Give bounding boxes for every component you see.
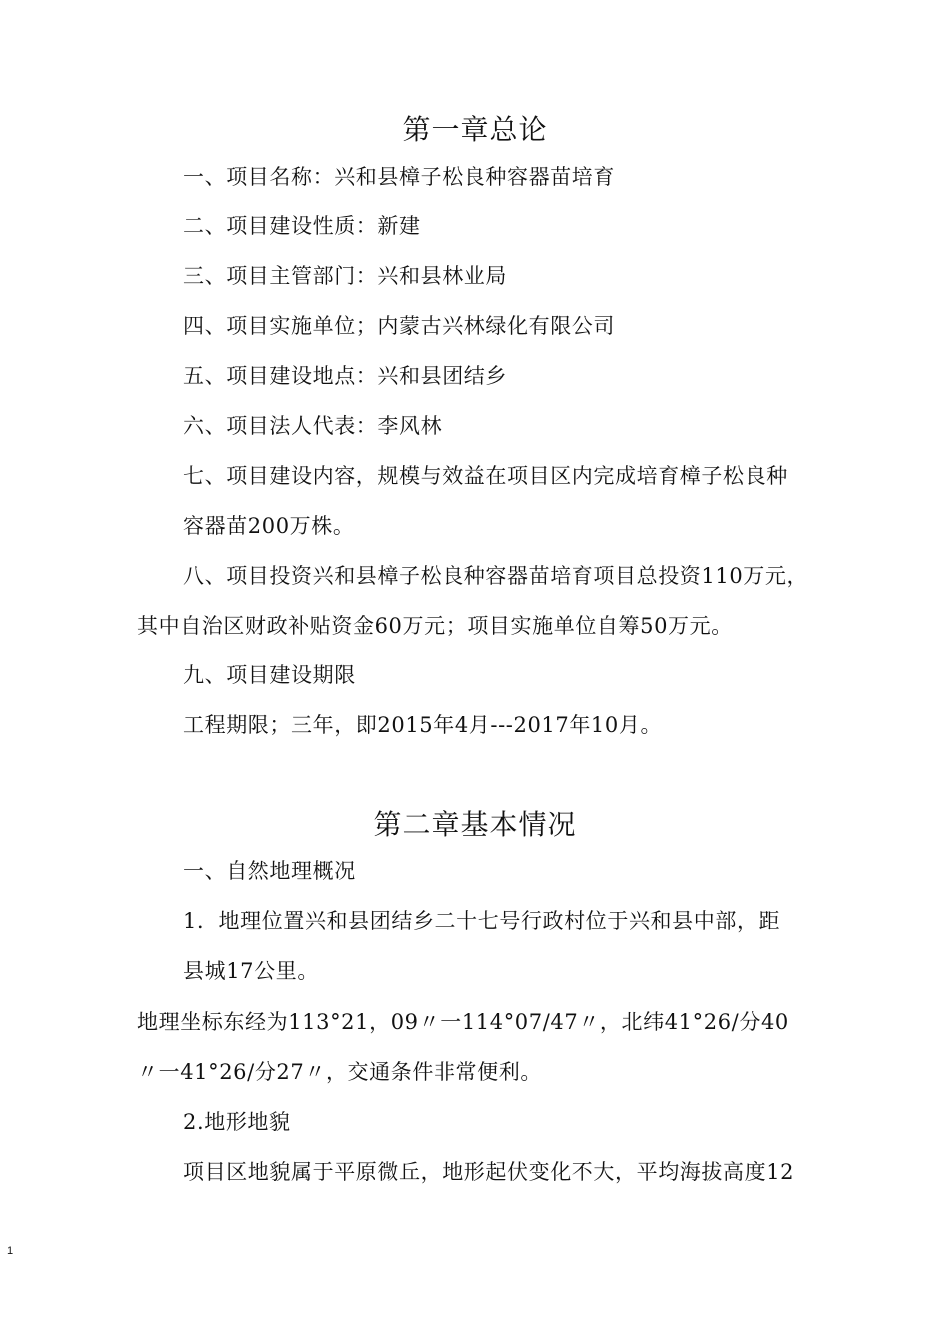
chapter2-line-4: 地理坐标东经为113°21，09〃一114°07/47〃，北纬41°26/分40 [137,1010,789,1034]
chapter2-line-3: 县城17公里。 [183,959,319,983]
chapter1-line-1: 一、项目名称：兴和县樟子松良种容器苗培育 [183,165,615,189]
page-number: 1 [7,1245,14,1257]
chapter1-line-11: 九、项目建设期限 [183,663,356,687]
chapter1-line-5: 五、项目建设地点：兴和县团结乡 [183,364,507,388]
chapter1-line-2: 二、项目建设性质：新建 [183,214,421,238]
chapter2-line-6: 2.地形地貌 [183,1110,291,1134]
chapter1-line-6: 六、项目法人代表：李风林 [183,414,443,438]
chapter1-line-9: 八、项目投资兴和县樟子松良种容器苗培育项目总投资110万元， [183,564,809,588]
chapter2-line-5: 〃一41°26/分27〃，交通条件非常便利。 [137,1060,542,1084]
chapter2-line-2: 1．地理位置兴和县团结乡二十七号行政村位于兴和县中部，距 [183,909,781,933]
chapter1-line-4: 四、项目实施单位；内蒙古兴林绿化有限公司 [183,314,615,338]
chapter2-title: 第二章基本情况 [373,808,577,841]
chapter1-line-10: 其中自治区财政补贴资金60万元；项目实施单位自筹50万元。 [137,614,733,638]
chapter2-line-1: 一、自然地理概况 [183,859,356,883]
chapter1-title: 第一章总论 [402,113,548,146]
chapter1-line-12: 工程期限；三年，即2015年4月---2017年10月。 [183,713,663,737]
chapter1-line-3: 三、项目主管部门：兴和县林业局 [183,264,507,288]
chapter2-line-7: 项目区地貌属于平原微丘，地形起伏变化不大，平均海拔高度12 [183,1160,795,1184]
chapter1-line-7: 七、项目建设内容，规模与效益在项目区内完成培育樟子松良种 [183,464,788,488]
chapter1-line-8: 容器苗200万株。 [183,514,355,538]
